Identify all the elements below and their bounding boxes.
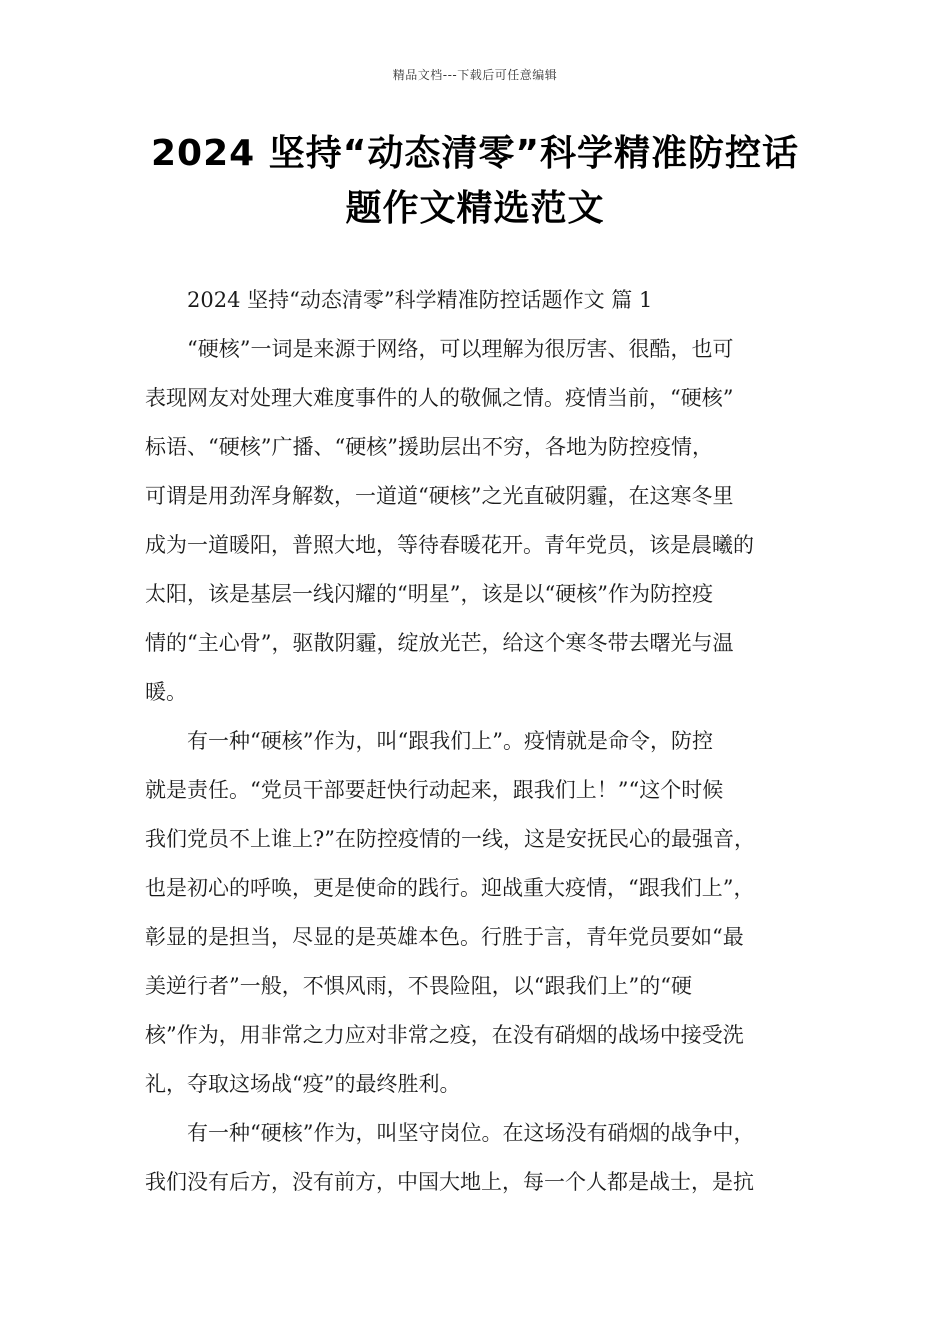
paragraph-1	[145, 333, 825, 709]
paragraph-line: 彰显的是担当，尽显的是英雄本色。行胜于言，青年党员要如“最	[145, 925, 744, 949]
paragraph-line: 核”作为，用非常之力应对非常之疫，在没有硝烟的战场中接受洗	[145, 1023, 744, 1047]
document-body	[145, 284, 825, 1215]
paragraph-line: 表现网友对处理大难度事件的人的敬佩之情。疫情当前，“硬核”	[145, 386, 734, 410]
paragraph-line: “硬核”一词是来源于网络，可以理解为很厉害、很酷，也可	[187, 337, 734, 361]
paragraph-line: 我们党员不上谁上?”在防控疫情的一线，这是安抚民心的最强音，	[145, 827, 755, 851]
paragraph-line: 美逆行者”一般，不惧风雨，不畏险阻，以“跟我们上”的“硬	[145, 974, 692, 998]
paragraph-line: 暖。	[145, 680, 187, 704]
title-line: 题作文精选范文	[345, 188, 605, 229]
paragraph-line: 有一种“硬核”作为，叫坚守岗位。在这场没有硝烟的战争中，	[187, 1121, 755, 1145]
paragraph-line: 情的“主心骨”，驱散阴霾，绽放光芒，给这个寒冬带去曙光与温	[145, 631, 734, 655]
paragraph-line: 可谓是用劲浑身解数，一道道“硬核”之光直破阴霾，在这寒冬里	[145, 484, 734, 508]
paragraph-line: 我们没有后方，没有前方，中国大地上，每一个人都是战士，是抗	[145, 1170, 754, 1194]
paragraph-3	[145, 1117, 825, 1199]
title-line: 2024 坚持“动态清零”科学精准防控话	[150, 133, 800, 174]
header-note: 精品文档---下载后可任意编辑	[392, 68, 558, 82]
section-heading: 2024 坚持“动态清零”科学精准防控话题作文 篇 1	[187, 288, 653, 312]
paragraph-line: 就是责任。“党员干部要赶快行动起来，跟我们上！”“这个时候	[145, 778, 724, 802]
paragraph-line: 礼，夺取这场战“疫”的最终胜利。	[145, 1072, 461, 1096]
paragraph-line: 也是初心的呼唤，更是使命的践行。迎战重大疫情，“跟我们上”，	[145, 876, 755, 900]
paragraph-2	[145, 725, 825, 1101]
document-title	[100, 126, 850, 236]
paragraph-line: 太阳，该是基层一线闪耀的“明星”，该是以“硬核”作为防控疫	[145, 582, 713, 606]
paragraph-line: 成为一道暖阳，普照大地，等待春暖花开。青年党员，该是晨曦的	[145, 533, 754, 557]
paragraph-line: 标语、“硬核”广播、“硬核”援助层出不穷，各地为防控疫情，	[145, 435, 713, 459]
paragraph-line: 有一种“硬核”作为，叫“跟我们上”。疫情就是命令，防控	[187, 729, 713, 753]
